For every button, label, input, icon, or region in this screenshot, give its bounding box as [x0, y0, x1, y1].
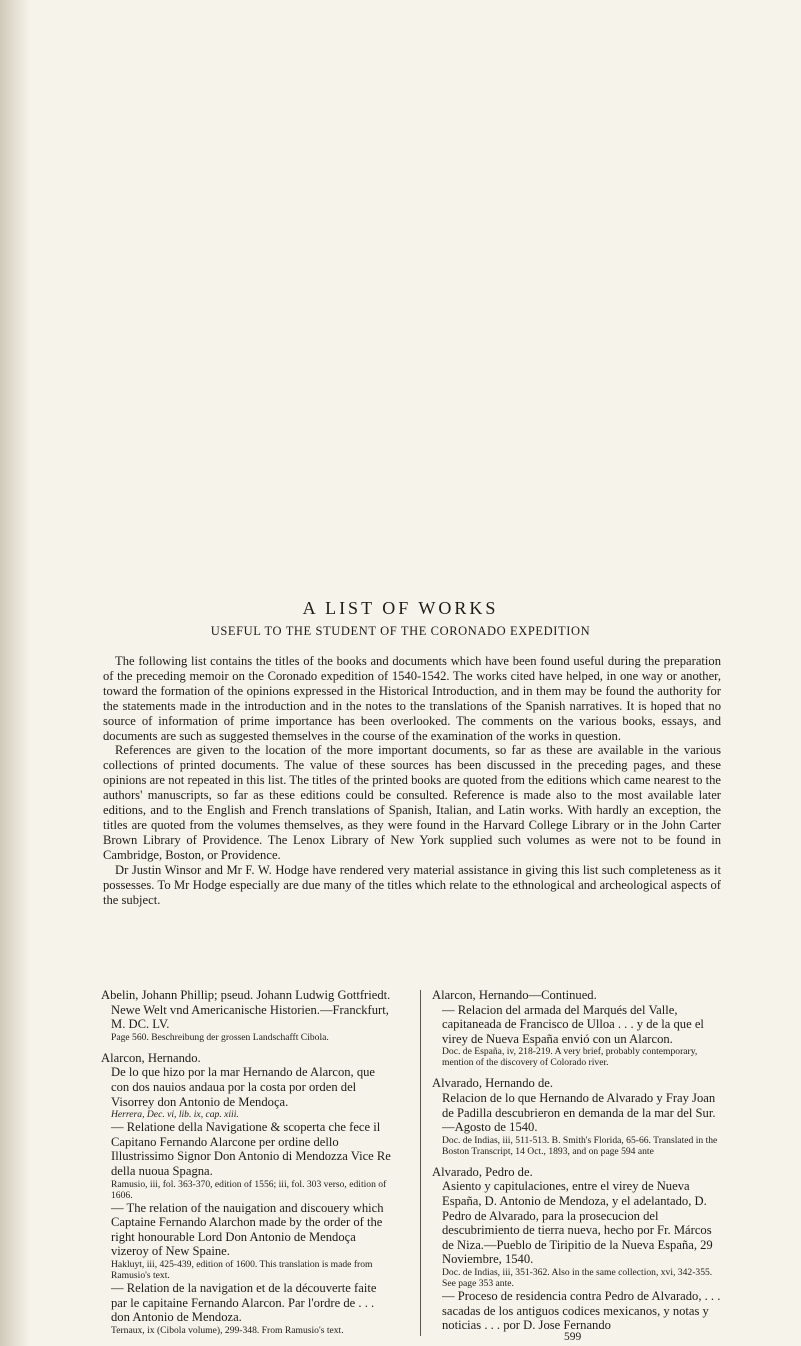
entry-alvarado-pedro — [432, 1165, 724, 1333]
entry-heading: Alvarado, Hernando de. — [432, 1076, 553, 1091]
entry-alvarado-hernando — [432, 1076, 724, 1156]
entry-title: Newe Welt vnd Americanische Historien.—Franckfurt, M. DC. LV. — [111, 1002, 389, 1032]
page-subtitle: USEFUL TO THE STUDENT OF THE CORONADO EXPEDITION — [210, 624, 591, 638]
intro-paragraph-1: The following list contains the titles of the books and documents which have been found useful during the preparation of the preceding memoir on the Coronado expedition of 1540-1542. The works cited have helped, in one way or another, toward the formation of the opinions expressed in the Historical Introduction, and in them may be found the authority for the statements made in the introduction and in the notes to the translations of the Spanish narratives. It is hoped that no source of information of prime importance has been overlooked. The comments on the various books, essays, and documents are such as suggested themselves in the course of the examination of the works in question. — [103, 654, 721, 743]
entry-title: — Relacion del armada del Marqués del Valle, capitaneada de Francisco de Ulloa . . . y de la que el virey de Nueva España envió con un Alarcon. — [442, 1002, 704, 1046]
page-binding-shadow — [0, 0, 30, 1346]
entry-title: — The relation of the nauigation and discouery which Captaine Fernando Alarchon made by the order of the right honourable Lord Don Antonio de Mendoça vizeroy of New Spaine. — [111, 1200, 384, 1259]
entry-heading: Abelin, Johann Phillip; pseud. Johann Ludwig Gottfriedt. — [101, 988, 391, 1002]
entry-title: — Relation de la navigation et de la découverte faite par le capitaine Fernando Alarcon. Par l'ordre de . . . don Antonio de Mendoza. — [111, 1280, 377, 1325]
entry-title: Asiento y capitulaciones, entre el virey de Nueva España, D. Antonio de Mendoza, y el adelantado, D. Pedro de Alvarado, para la prosecucion del descubrimiento de tierra nueva, hecho por Fr. Márcos de Niza.—Pueblo de Tiripitio de la Nueva España, 29 Noviembre, 1540. — [442, 1179, 713, 1267]
page-number: 599 — [564, 1331, 582, 1343]
entry-heading: Alvarado, Pedro de. — [432, 1164, 533, 1179]
entry-alarcon-continued — [432, 988, 724, 1068]
introduction — [103, 654, 721, 907]
page-title: A LIST OF WORKS — [302, 598, 499, 618]
entry-note: Doc. de Indias, iii, 351-362. Also in the same collection, xvi, 342-355. See page 353 ante. — [442, 1266, 713, 1289]
left-column — [101, 988, 393, 1344]
entry-title: — Relatione della Navigatione & scoperta che fece il Capitano Fernando Alarcone per ordine dello Illustrissimo Signor Don Antonio di Mendozza Vice Re della nuoua Spagna. — [111, 1120, 391, 1178]
entry-abelin — [101, 988, 393, 1043]
entry-note: Doc. de España, iv, 218-219. A very brief, probably contemporary, mention of the discovery of Colorado river. — [442, 1046, 698, 1069]
entry-note: Herrera, Dec. vi, lib. ix, cap. xiii. — [111, 1109, 239, 1121]
intro-paragraph-3: Dr Justin Winsor and Mr F. W. Hodge have rendered very material assistance in giving this list such completeness as it possesses. To Mr Hodge especially are due many of the titles which relate to the ethnological and archeological aspects of the subject. — [103, 862, 721, 907]
entry-note: Ramusio, iii, fol. 363-370, edition of 1556; iii, fol. 303 verso, edition of 1606. — [111, 1178, 387, 1201]
right-column — [432, 988, 724, 1341]
entry-note: Hakluyt, iii, 425-439, edition of 1600. This translation is made from Ramusio's text. — [111, 1258, 373, 1281]
column-divider — [420, 990, 421, 1336]
entry-title: De lo que hizo por la mar Hernando de Alarcon, que con dos nauios andaua por la costa por orden del Visorrey don Antonio de Mendoça. — [111, 1065, 376, 1109]
entry-note: Ternaux, ix (Cibola volume), 299-348. From Ramusio's text. — [111, 1324, 344, 1336]
entry-note: Doc. de Indias, iii, 511-513. B. Smith's Florida, 65-66. Translated in the Boston Transcript, 14 Oct., 1893, and on page 594 ante — [442, 1134, 718, 1157]
entry-heading: Alarcon, Hernando—Continued. — [432, 988, 597, 1002]
intro-paragraph-2: References are given to the location of the more important documents, so far as these are available in the various collections of printed documents. The value of these sources has been discussed in the preceding pages, and these opinions are not repeated in this list. The titles of the printed books are quoted from the editions which came nearest to the authors' manuscripts, so far as these editions could be consulted. Reference is made also to the most available later editions, and to the English and French translations of Spanish, Italian, and Latin works. With hardly an exception, the titles are quoted from the volumes themselves, as they were found in the Harvard College Library or in the John Carter Brown Library of Providence. The Lenox Library of New York supplied such volumes as were not to be found in Cambridge, Boston, or Providence. — [103, 743, 721, 862]
entry-title: Relacion de lo que Hernando de Alvarado y Fray Joan de Padilla descubrieron en demanda de la mar del Sur.—Agosto de 1540. — [442, 1090, 716, 1135]
entry-title: — Proceso de residencia contra Pedro de Alvarado, . . . sacadas de los antiguos codices mexicanos, y notas y noticias . . . por D. Jose Fernando — [442, 1288, 721, 1333]
entry-alarcon — [101, 1051, 393, 1336]
entry-note: Page 560. Beschreibung der grossen Landschafft Cibola. — [111, 1031, 329, 1043]
entry-heading: Alarcon, Hernando. — [101, 1050, 201, 1065]
